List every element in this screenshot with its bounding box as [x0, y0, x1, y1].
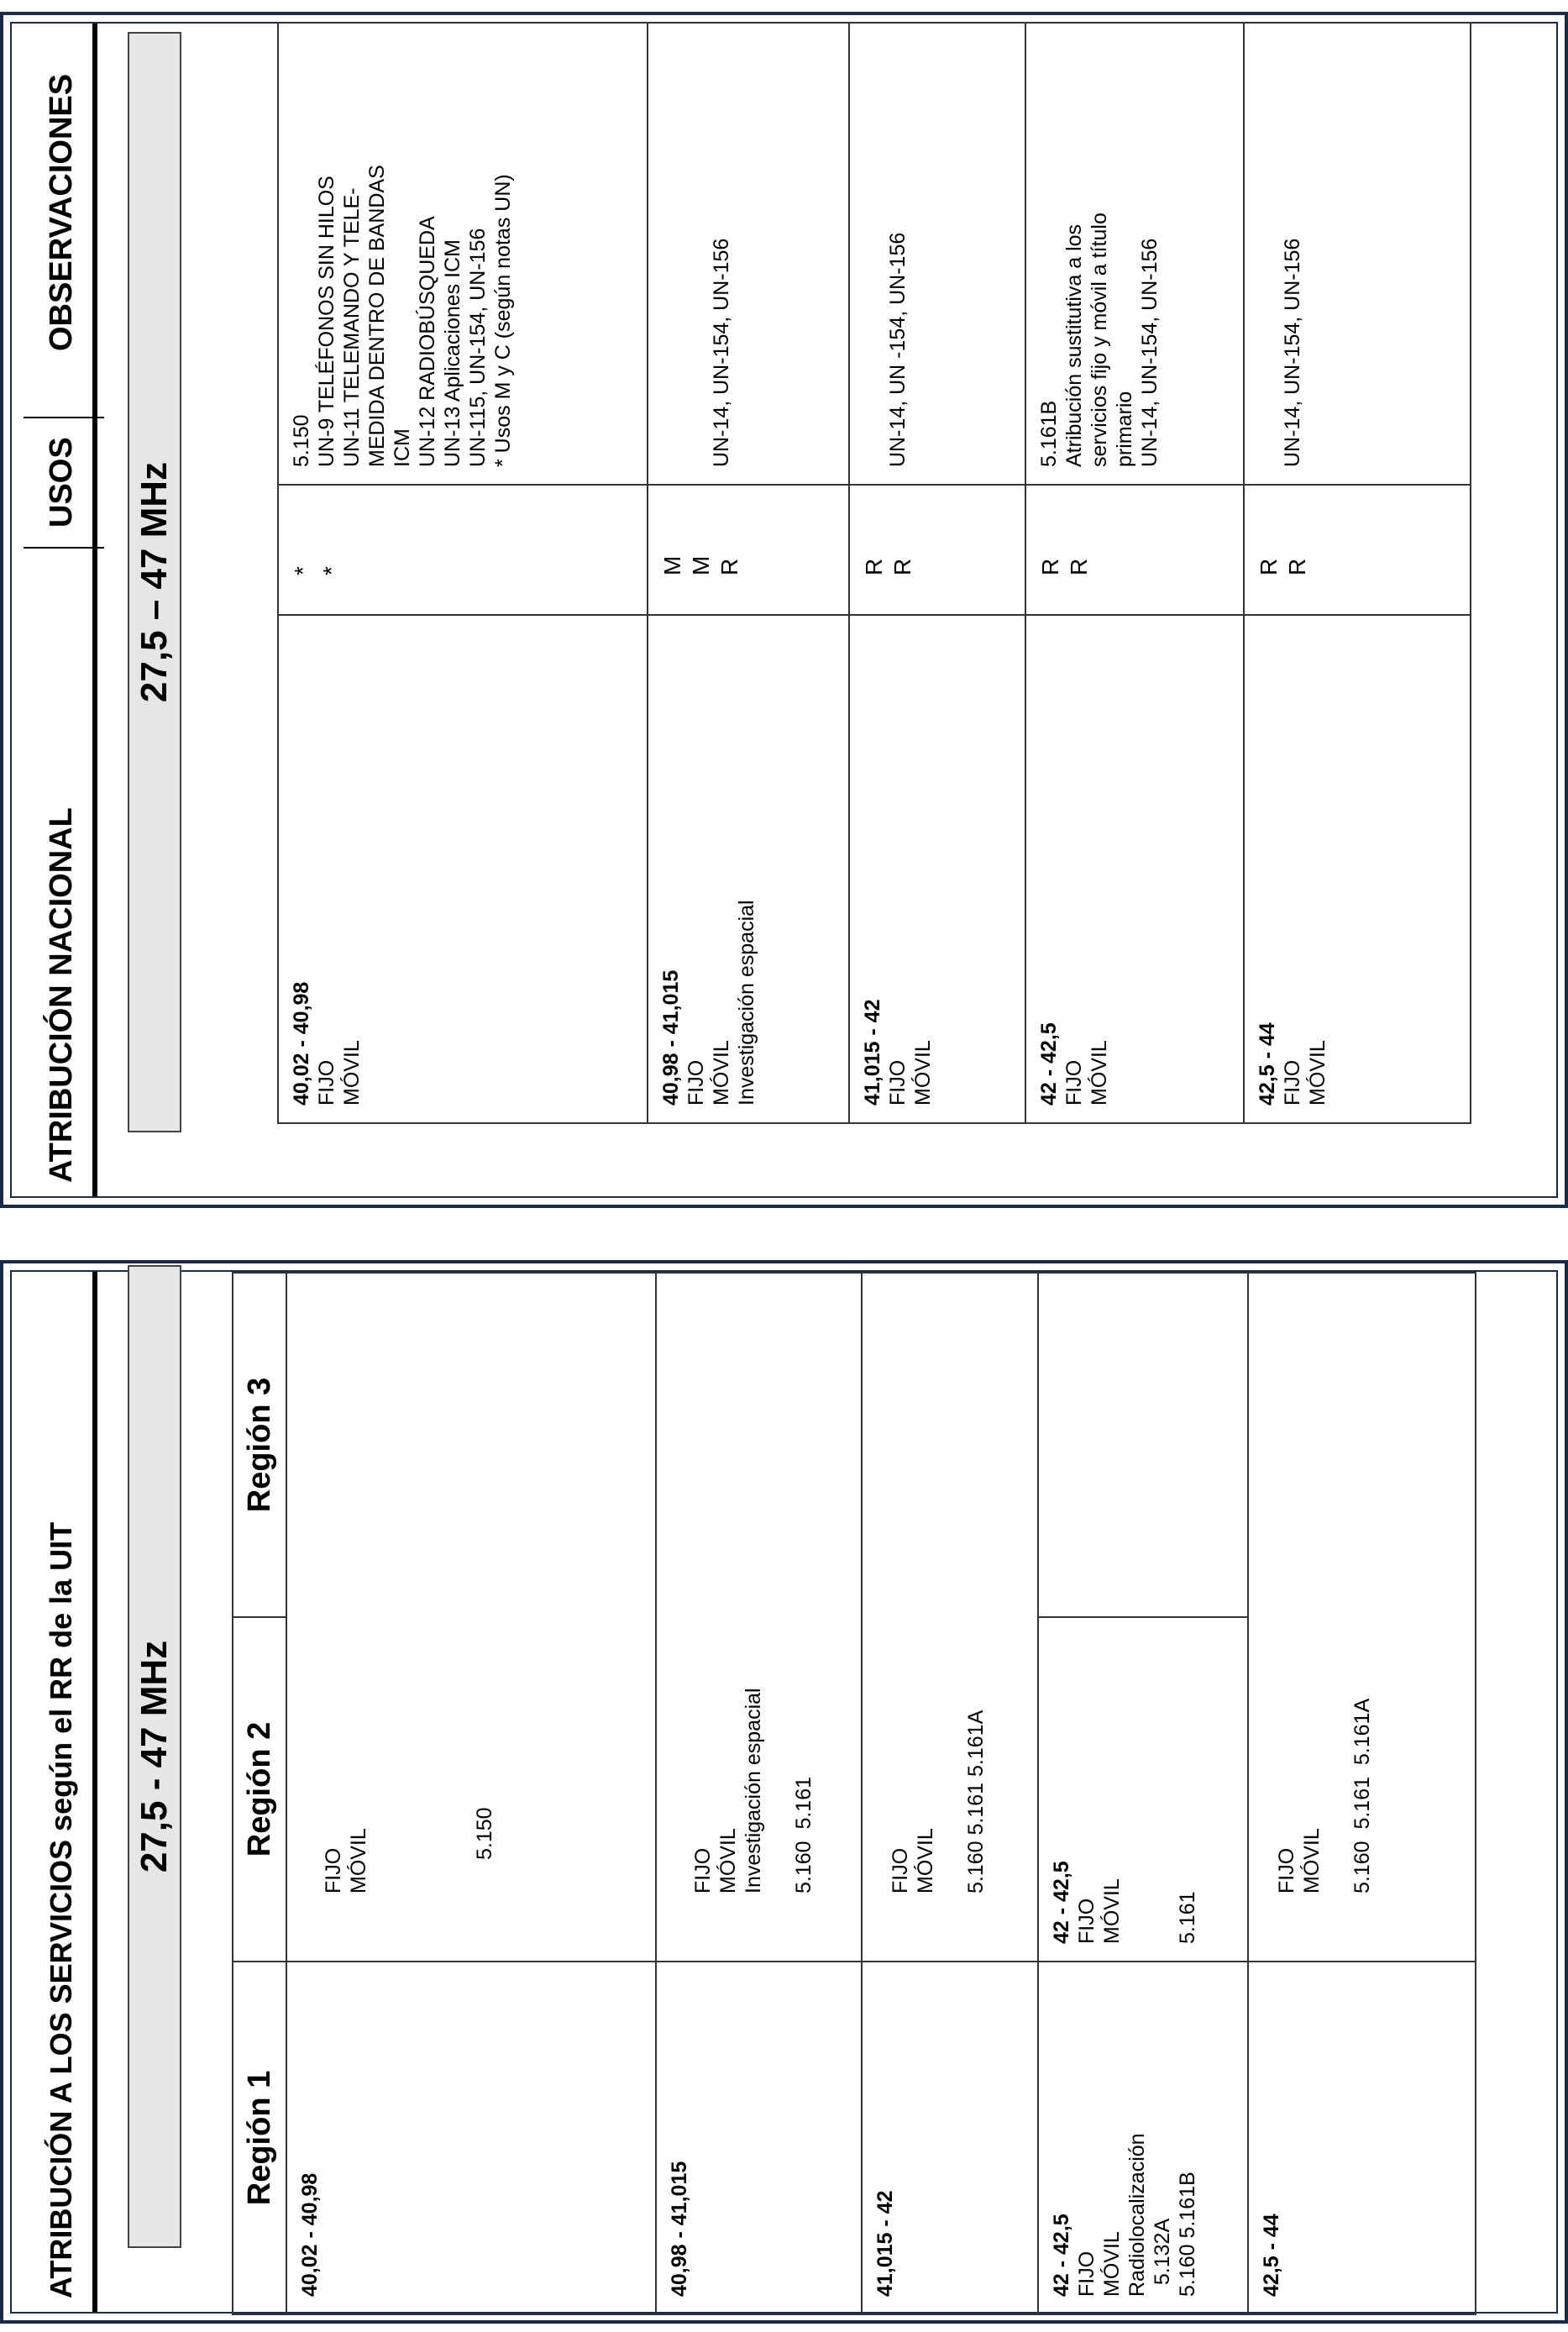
region-2-header: Región 2	[233, 1617, 286, 1962]
national-service-cell: 40,98 - 41,015 FIJO MÓVIL Investigación espacial	[648, 615, 849, 1123]
region-2-cell: 42 - 42,5 FIJO MÓVIL 5.161	[1038, 1617, 1248, 1962]
region-3-header: Región 3	[233, 1273, 286, 1617]
uit-allocation-panel	[0, 1260, 1568, 2324]
national-service-cell: 41,015 - 42 FIJO MÓVIL	[849, 615, 1025, 1123]
table-row	[286, 1273, 656, 2314]
header-rule	[92, 24, 97, 1196]
national-table	[277, 22, 1471, 1124]
table-row	[1248, 1273, 1476, 2314]
usos-cell: R R	[1025, 485, 1244, 615]
table-row	[656, 1273, 862, 2314]
table-row	[862, 1273, 1038, 2314]
region-23-cell: FIJO MÓVIL 5.150	[286, 1273, 656, 1962]
usos-cell: R R	[849, 485, 1025, 615]
panel-header	[12, 1260, 92, 2324]
region-3-cell	[1038, 1273, 1248, 1617]
region-1-cell: 40,98 - 41,015	[656, 1962, 862, 2314]
header-atribucion-nacional: ATRIBUCIÓN NACIONAL	[44, 807, 79, 1183]
band-title: 27,5 – 47 MHz	[128, 32, 181, 1132]
usos-cell: R R	[1244, 485, 1471, 615]
table-row	[648, 23, 849, 1123]
uit-table	[232, 1272, 1476, 2315]
table-row	[278, 23, 648, 1123]
header-observaciones: OBSERVACIONES	[44, 73, 79, 351]
region-1-cell: 41,015 - 42	[862, 1962, 1038, 2314]
band-title: 27,5 - 47 MHz	[128, 1265, 181, 2248]
table-row	[849, 23, 1025, 1123]
observaciones-cell: UN-14, UN -154, UN-156	[849, 23, 1025, 485]
national-service-cell: 42 - 42,5 FIJO MÓVIL	[1025, 615, 1244, 1123]
header-usos: USOS	[44, 437, 79, 528]
uit-title: ATRIBUCIÓN A LOS SERVICIOS según el RR de la UIT	[44, 1521, 78, 2298]
national-service-cell: 42,5 - 44 FIJO MÓVIL	[1244, 615, 1471, 1123]
national-service-cell: 40,02 - 40,98 FIJO MÓVIL	[278, 615, 648, 1123]
region-23-cell: FIJO MÓVIL 5.160 5.161 5.161A	[862, 1273, 1038, 1962]
national-allocation-panel	[0, 12, 1568, 1208]
table-row	[1025, 23, 1244, 1123]
observaciones-cell: 5.150 UN-9 TELÉFONOS SIN HILOS UN-11 TELEMANDO Y TELE- MEDIDA DENTRO DE BANDAS ICM UN-12 RADIOBÚSQUEDA UN-13 Aplicaciones ICM UN-115, UN-154, UN-156 * Usos M y C (según notas UN)	[278, 23, 648, 485]
observaciones-cell: 5.161B Atribución sustitutiva a los servicios fijo y móvil a título primario UN-14, UN-154, UN-156	[1025, 23, 1244, 485]
usos-cell: M M R	[648, 485, 849, 615]
header-rule	[92, 1272, 97, 2312]
region-1-cell: 42,5 - 44	[1248, 1962, 1476, 2314]
region-1-cell: 42 - 42,5 FIJO MÓVIL Radiolocalización 5.132A 5.160 5.161B	[1038, 1962, 1248, 2314]
region-1-header: Región 1	[233, 1962, 286, 2314]
region-23-cell: FIJO MÓVIL 5.160 5.161 5.161A	[1248, 1273, 1476, 1962]
panel-header	[12, 12, 92, 1208]
region-1-cell: 40,02 - 40,98	[286, 1962, 656, 2314]
region-header-row	[233, 1273, 286, 2314]
region-23-cell: FIJO MÓVIL Investigación espacial 5.160 5.161	[656, 1273, 862, 1962]
table-row	[1038, 1273, 1248, 2314]
table-row	[1244, 23, 1471, 1123]
observaciones-cell: UN-14, UN-154, UN-156	[648, 23, 849, 485]
observaciones-cell: UN-14, UN-154, UN-156	[1244, 23, 1471, 485]
usos-cell: * *	[278, 485, 648, 615]
